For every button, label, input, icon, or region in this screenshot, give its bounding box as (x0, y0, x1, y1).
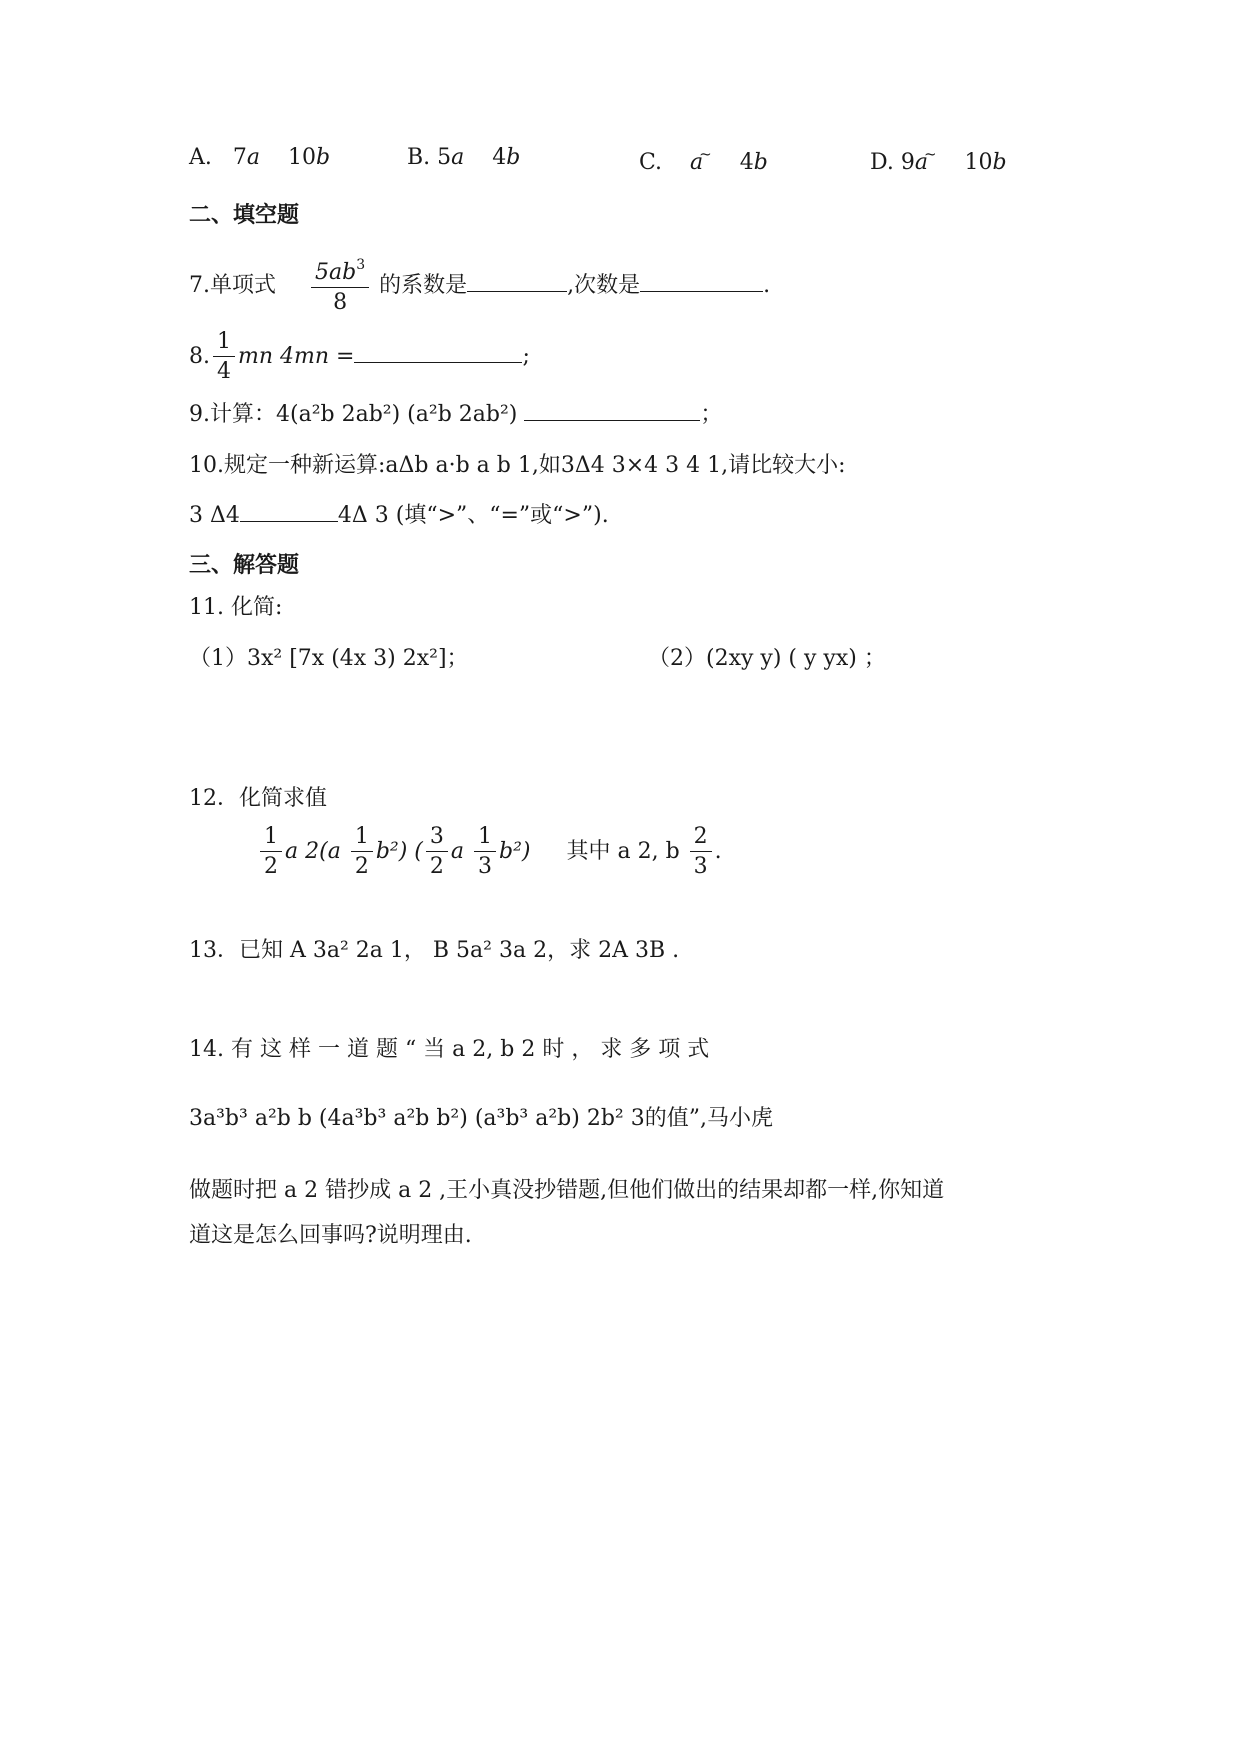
question-7 (189, 258, 770, 314)
q12-frac-third-den: 3 (477, 854, 492, 879)
choice-c: C. a~ 4b (639, 145, 768, 175)
question-14-line4: 道这是怎么回事吗?说明理由. (189, 1223, 472, 1248)
q12-expr-lead: a 2(a (285, 839, 348, 864)
q10-right: 4Δ 3 (填“>”、“=”或“>”). (337, 503, 609, 528)
q12-frac-half-2-den: 2 (354, 854, 369, 879)
q7-exp: 3 (356, 257, 366, 273)
q12-frac-three-half-den: 2 (429, 854, 444, 879)
question-11-part2: （2）(2xy y) ( y yx) ； (648, 646, 886, 671)
q12-frac-two-third (690, 826, 712, 878)
q12-frac-two-third-den: 3 (693, 854, 708, 879)
q10-blank[interactable] (240, 503, 338, 522)
q12-frac-three-half-num: 3 (426, 826, 448, 852)
question-14-line1: 14. 有 这 样 一 道 题 “ 当 a 2, b 2 时 ， 求 多 项 式 (189, 1037, 710, 1062)
q10-left: 3 Δ4 (189, 503, 240, 528)
q7-frac-den: 8 (333, 290, 348, 315)
q8-lead: 8. (189, 344, 210, 369)
q12-frac-half-2 (351, 826, 373, 878)
question-12-title: 12．化简求值 (189, 786, 327, 811)
q12-frac-half-1-den: 2 (264, 854, 278, 879)
q8-end: ; (522, 344, 530, 369)
q12-where: 其中 a 2, b (566, 839, 687, 864)
question-12-expr: $\frac{1}{2}$ a 2(a $\frac{1}{2}$ b²) ( $\frac{3}{2}$ a $\frac{1}{3}$ b²) 其中 a 2, b $\frac{2}{3}$ . (257, 826, 722, 878)
choice-b: B. 5a 4b (407, 145, 521, 170)
q7-lead: 7.单项式 (189, 273, 276, 298)
question-10-line2 (189, 503, 609, 527)
q8-fraction (213, 331, 235, 383)
q8-blank[interactable] (354, 344, 522, 363)
q12-frac-half-1-num: 1 (260, 826, 282, 852)
choice-d: D. 9a~ 10b (870, 145, 1007, 175)
q9-end: ； (700, 402, 723, 427)
q12-expr-mid2: a (450, 839, 471, 864)
q12-frac-third-num: 1 (474, 826, 496, 852)
section-title-fill-in: 二、填空题 (189, 203, 300, 228)
q7-end: . (763, 273, 771, 298)
question-14-line3: 做题时把 a 2 错抄成 a 2 ,王小真没抄错题,但他们做出的结果却都一样,你知道 (189, 1178, 945, 1203)
q8-frac-num: 1 (213, 331, 235, 357)
q12-frac-third (474, 826, 496, 878)
question-11-title: 11. 化简: (189, 595, 283, 620)
q12-frac-two-third-num: 2 (690, 826, 712, 852)
q12-expr-mid: b²) ( (375, 839, 423, 864)
question-13: 13．已知 A 3a² 2a 1， B 5a² 3a 2，求 2A 3B . (189, 938, 680, 963)
question-10-line1: 10.规定一种新运算:aΔb a·b a b 1,如3Δ4 3×4 3 4 1,请比较大小: (189, 453, 846, 478)
question-9 (189, 402, 722, 426)
q7-mid: 的系数是 (379, 273, 468, 298)
question-14-line2: 3a³b³ a²b b (4a³b³ a²b b²) (a³b³ a²b) 2b² 3的值”,马小虎 (189, 1106, 773, 1131)
q9-blank[interactable] (524, 402, 700, 421)
q8-frac-den: 4 (217, 359, 231, 384)
q9-expr: 4(a²b 2ab²) (a²b 2ab²) (276, 402, 525, 427)
q8-expr: mn 4mn = (238, 344, 355, 369)
q12-frac-half-2-num: 1 (351, 826, 373, 852)
section-title-solve: 三、解答题 (189, 553, 300, 578)
q7-fraction (311, 258, 369, 314)
q12-expr-end: b²) (498, 839, 531, 864)
question-8 (189, 331, 530, 383)
q7-frac-num: 5ab (315, 260, 357, 285)
choice-a: A. 7a 10b (189, 145, 331, 170)
q7-blank-coefficient[interactable] (467, 273, 567, 292)
q7-blank-degree[interactable] (640, 273, 763, 292)
q12-frac-three-half (426, 826, 448, 878)
q7-mid2: ,次数是 (567, 273, 641, 298)
question-11-part1: （1）3x² [7x (4x 3) 2x²]； (189, 646, 469, 671)
q12-frac-half-1 (260, 826, 282, 878)
q9-lead: 9.计算： (189, 402, 276, 427)
